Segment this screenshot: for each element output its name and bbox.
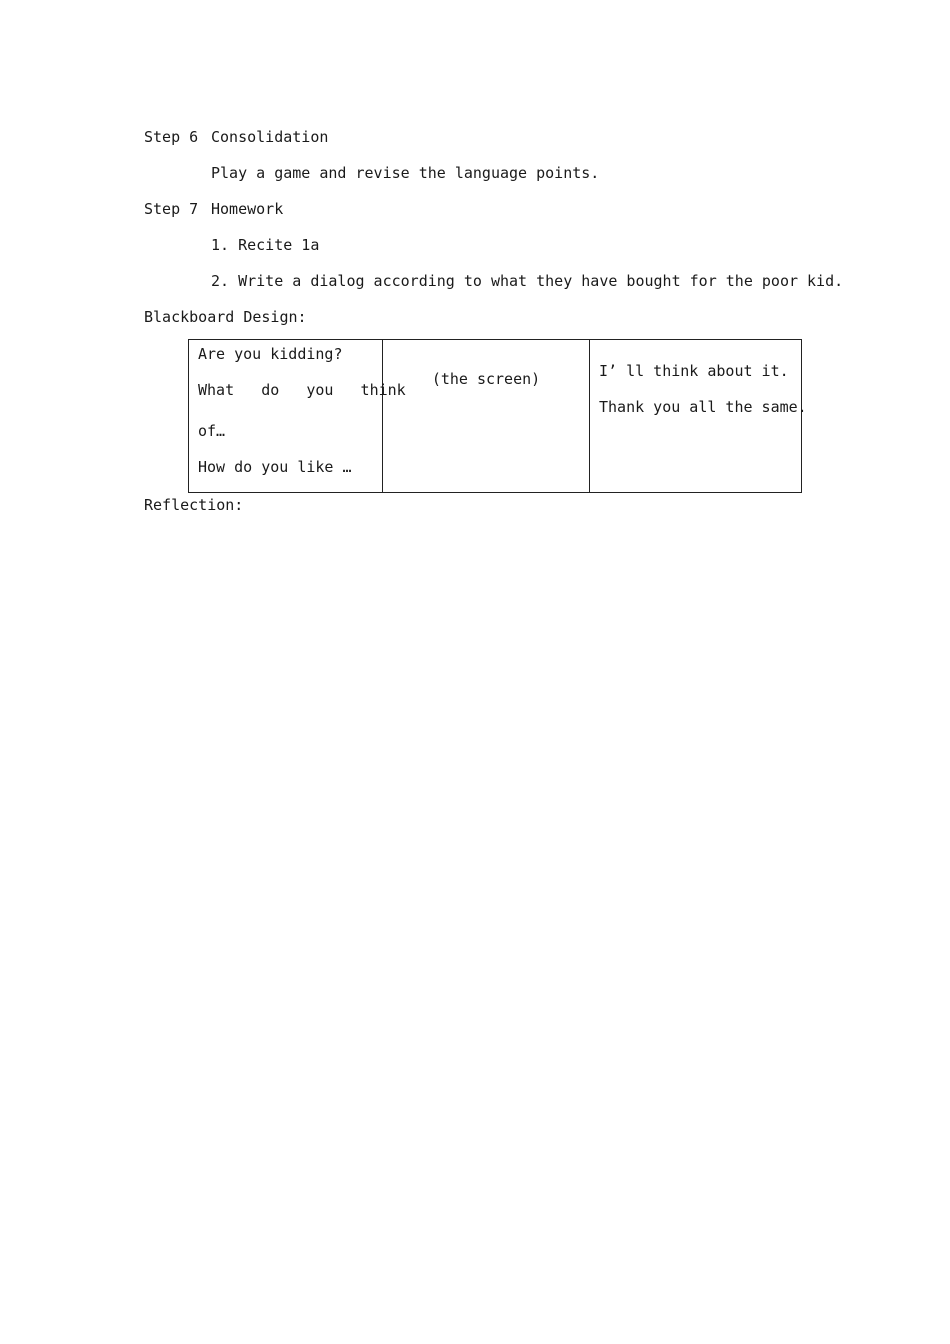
phrase-2: What do you think (198, 381, 406, 399)
phrase-3: How do you like … (198, 458, 352, 476)
response-2: Thank you all the same. (599, 398, 807, 416)
step6-body: Play a game and revise the language points. (211, 164, 600, 182)
reflection-label: Reflection: (144, 496, 244, 514)
screen-label: (the screen) (431, 370, 541, 388)
blackboard-table (188, 339, 807, 493)
phrase-2-continued: of… (198, 422, 226, 440)
homework-item-1: 1. Recite 1a (211, 236, 320, 254)
step7-label: Step 7 (144, 200, 199, 218)
blackboard-cell-responses (590, 340, 807, 493)
blackboard-cell-screen (383, 340, 590, 493)
phrase-1: Are you kidding? (198, 345, 343, 363)
blackboard-cell-phrases (189, 340, 406, 493)
blackboard-heading: Blackboard Design: (144, 308, 307, 326)
step7-title: Homework (211, 200, 284, 218)
homework-item-2: 2. Write a dialog according to what they have bought for the poor kid. (211, 272, 844, 290)
step6-label: Step 6 (144, 128, 199, 146)
response-1: I’ ll think about it. (599, 362, 789, 380)
step6-title: Consolidation (211, 128, 329, 146)
